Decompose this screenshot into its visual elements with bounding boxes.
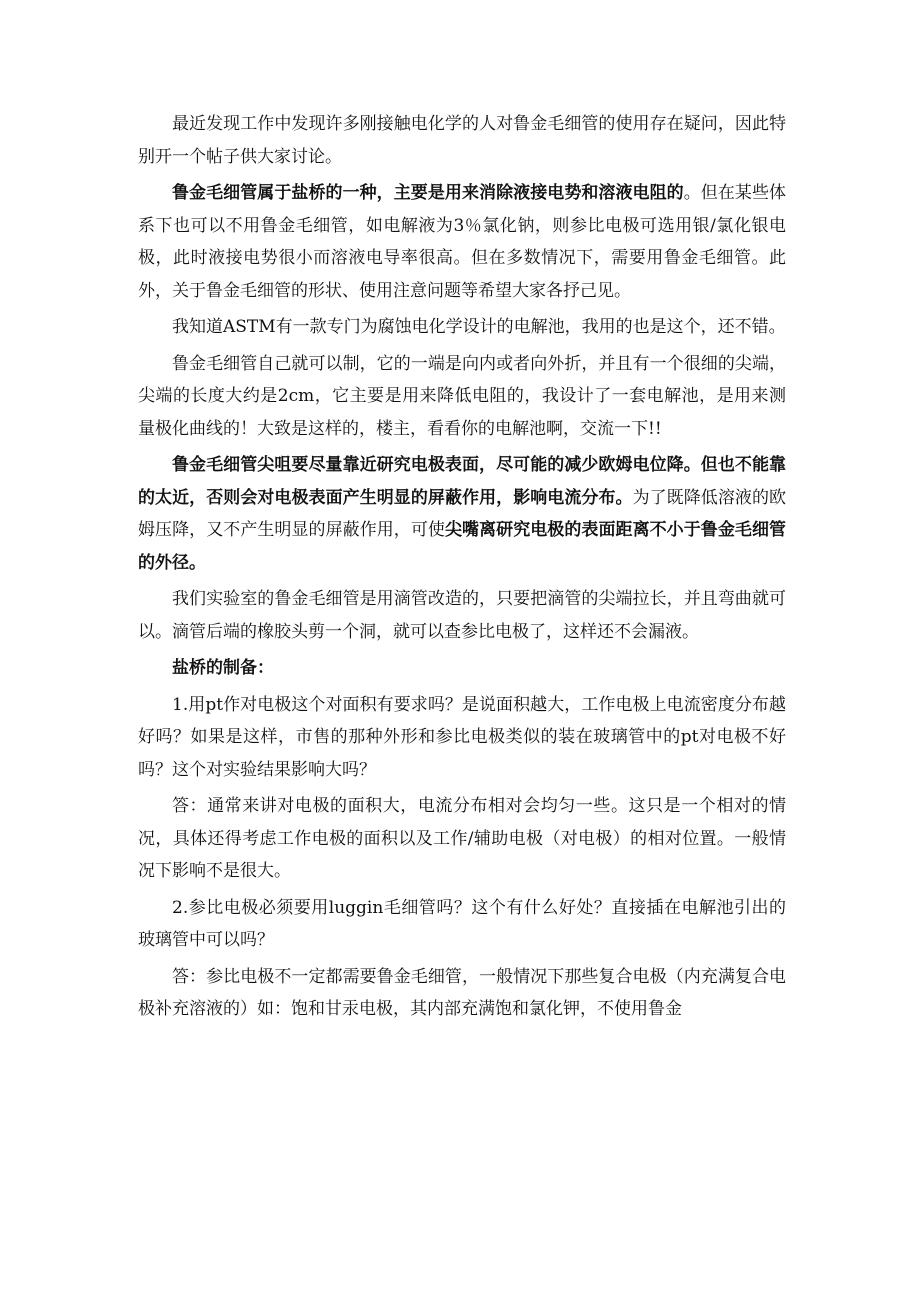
document-body bbox=[138, 108, 786, 1030]
text-segment: 2.参比电极必须要用luggin毛细管吗？这个有什么好处？直接插在电解池引出的玻璃管中可以吗？ bbox=[138, 897, 786, 950]
text-segment: 最近发现工作中发现许多刚接触电化学的人对鲁金毛细管的使用存在疑问，因此特别开一个帖子供大家讨论。 bbox=[138, 114, 786, 167]
paragraph bbox=[138, 892, 786, 957]
paragraph bbox=[138, 790, 786, 888]
text-segment: 我知道ASTM有一款专门为腐蚀电化学设计的电解池，我用的也是这个，还不错。 bbox=[172, 317, 786, 337]
paragraph bbox=[138, 177, 786, 307]
bold-text: 盐桥的制备： bbox=[172, 658, 274, 678]
text-segment: 。但在某些体系下也可以不用鲁金毛细管，如电解液为3％氯化钠，则参比电极可选用银/氯化银电极，此时液接电势很小而溶液电导率很高。但在多数情况下，需要用鲁金毛细管。此外，关于鲁金毛细管的形状、使用注意问题等希望大家各抒己见。 bbox=[138, 183, 787, 301]
paragraph bbox=[138, 311, 786, 344]
paragraph bbox=[138, 689, 786, 787]
paragraph bbox=[138, 108, 786, 173]
text-segment: 为了既降低溶液的欧姆压降，又不产生明显的屏蔽作用，可使 bbox=[138, 487, 787, 540]
bold-text: 鲁金毛细管属于盐桥的一种，主要是用来消除液接电势和溶液电阻的 bbox=[172, 183, 684, 203]
text-segment: 答：通常来讲对电极的面积大，电流分布相对会均匀一些。这只是一个相对的情况，具体还得考虑工作电极的面积以及工作/辅助电极（对电极）的相对位置。一般情况下影响不是很大。 bbox=[138, 796, 786, 881]
paragraph bbox=[138, 449, 786, 579]
text-segment: 我们实验室的鲁金毛细管是用滴管改造的，只要把滴管的尖端拉长，并且弯曲就可以。滴管后端的橡胶头剪一个洞，就可以查参比电极了，这样还不会漏液。 bbox=[138, 589, 786, 642]
bold-text: 尖嘴离研究电极的表面距离不小于鲁金毛细管的外径。 bbox=[138, 520, 787, 573]
text-segment: 鲁金毛细管自己就可以制，它的一端是向内或者向外折，并且有一个很细的尖端，尖端的长度大约是2cm，它主要是用来降低电阻的，我设计了一套电解池，是用来测量极化曲线的！大致是这样的，楼主，看看你的电解池啊，交流一下!! bbox=[138, 353, 786, 439]
text-segment: 答：参比电极不一定都需要鲁金毛细管，一般情况下那些复合电极（内充满复合电极补充溶液的）如：饱和甘汞电极，其内部充满饱和氯化钾，不使用鲁金 bbox=[138, 966, 786, 1019]
text-segment: 1.用pt作对电极这个对面积有要求吗？是说面积越大，工作电极上电流密度分布越好吗？如果是这样，市售的那种外形和参比电极类似的装在玻璃管中的pt对电极不好吗？这个对实验结果影响大吗？ bbox=[138, 694, 786, 780]
paragraph bbox=[138, 583, 786, 648]
paragraph bbox=[138, 652, 786, 685]
paragraph bbox=[138, 348, 786, 446]
paragraph bbox=[138, 961, 786, 1026]
bold-text: 鲁金毛细管尖咀要尽量靠近研究电极表面，尽可能的减少欧姆电位降。但也不能靠的太近，否则会对电极表面产生明显的屏蔽作用，影响电流分布。 bbox=[138, 455, 786, 508]
